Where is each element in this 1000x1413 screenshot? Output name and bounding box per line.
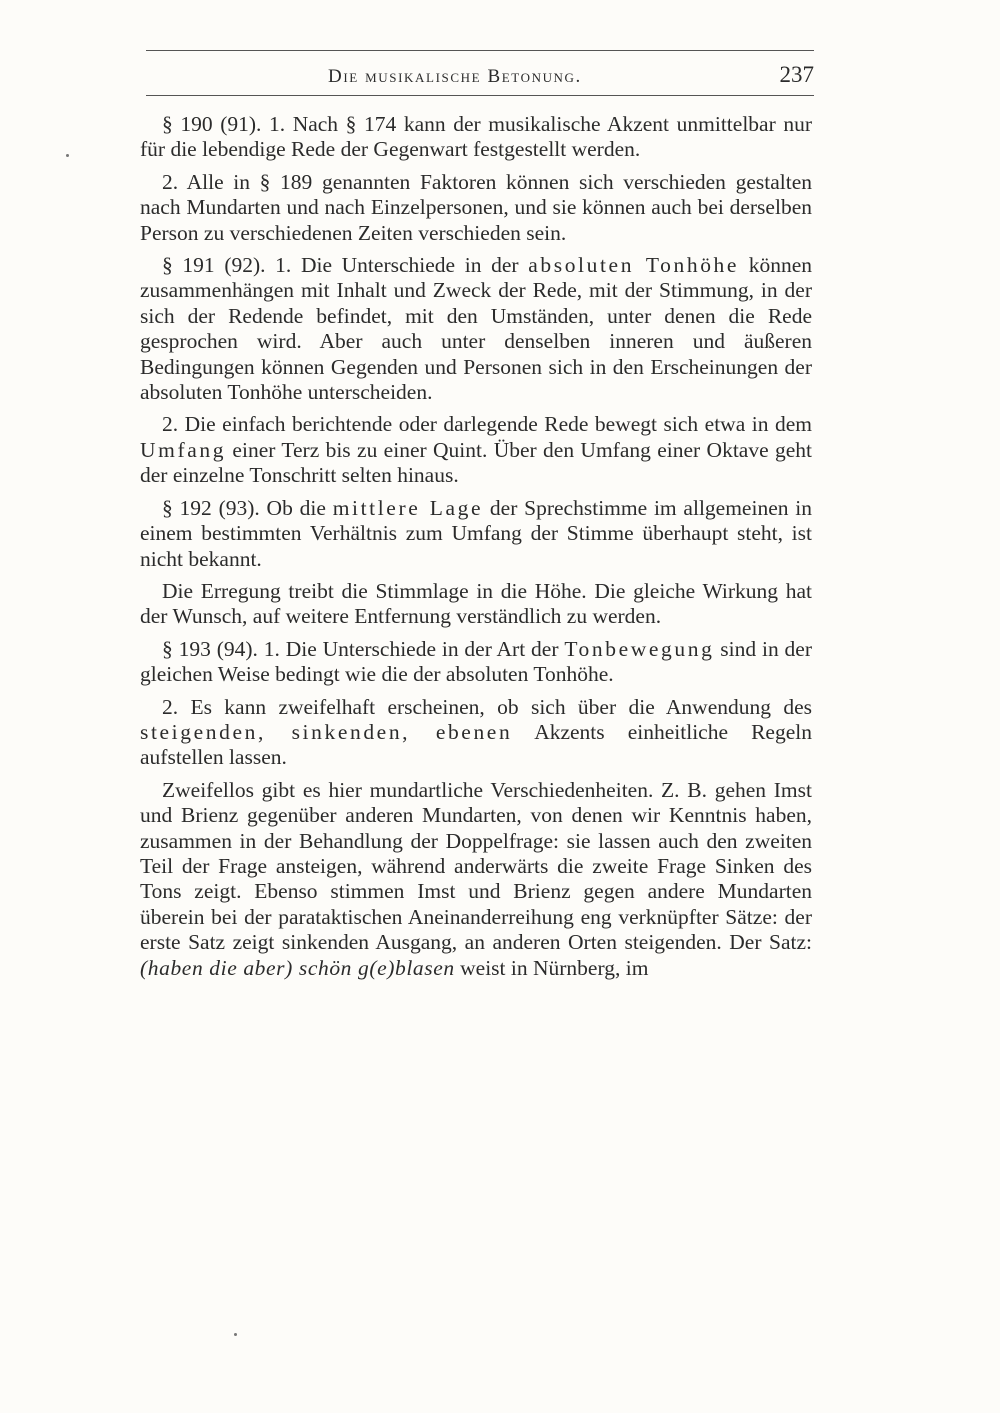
paragraph-text: der Sprechstimme im allgemeinen in einem bestimmten Verhältnis zum Umfang der Stimme überhaupt steht, ist nicht bekannt. — [140, 495, 812, 571]
spaced-term-accent-types: steigenden, sinkenden, ebenen — [140, 719, 513, 744]
page-number: 237 — [779, 62, 814, 87]
spaced-term-range: Umfang — [140, 437, 227, 462]
paragraph-193-1 — [140, 637, 812, 688]
paragraph-190-2: 2. Alle in § 189 genannten Faktoren können sich verschieden gestalten nach Mundarten und nach Einzelpersonen, und sie können auch bei derselben Person zu verschiedenen Zeiten verschieden sein. — [140, 169, 812, 245]
paragraph-text: Akzents einheitliche Regeln aufstellen lassen. — [140, 719, 812, 770]
paragraph-190-1: § 190 (91). 1. Nach § 174 kann der musikalische Akzent unmittelbar nur für die lebendige Rede der Gegenwart festgestellt werden. — [140, 112, 812, 162]
header-bottom-rule — [146, 95, 814, 96]
paragraph-text: 2. Es kann zweifelhaft erscheinen, ob sich über die Anwendung des — [162, 694, 812, 719]
paragraph-193-2 — [140, 695, 812, 771]
paragraph-text: einer Terz bis zu einer Quint. Über den Umfang einer Oktave geht der einzelne Tonschritt selten hinaus. — [140, 437, 813, 488]
paragraph-193-3 — [140, 778, 812, 981]
spaced-term-middle-position: mittlere Lage — [332, 495, 484, 520]
paper-speck — [234, 1333, 237, 1336]
header-top-rule — [146, 50, 814, 51]
spaced-term-tone-movement: Tonbewegung — [564, 636, 715, 661]
paragraph-text: können zusammenhängen mit Inhalt und Zweck der Rede, mit der Stimmung, in der sich der Redende befindet, mit den Umständen, unter denen die Rede gesprochen wird. Aber auch unter denselben inneren und äußeren Bedingungen können Gegenden und Personen sich in den Erscheinungen der absoluten Tonhöhe unterscheiden. — [140, 253, 813, 405]
italic-example-sentence: (haben die aber) schön g(e)blasen — [140, 955, 455, 980]
paragraph-192-1 — [140, 496, 812, 572]
paragraph-text: § 193 (94). 1. Die Unterschiede in der Art der — [162, 636, 559, 661]
paragraph-192-2: Die Erregung treibt die Stimmlage in die Höhe. Die gleiche Wirkung hat der Wunsch, auf weitere Entfernung verständlich zu werden. — [140, 578, 812, 629]
running-title: Die musikalische Betonung. — [328, 66, 582, 87]
paragraph-text: § 191 (92). 1. Die Unterschiede in der — [162, 253, 519, 278]
paragraph-text: sind in der gleichen Weise bedingt wie die der absoluten Tonhöhe. — [140, 636, 812, 687]
body-text — [140, 112, 812, 988]
paragraph-text: Zweifellos gibt es hier mundartliche Verschiedenheiten. Z. B. gehen Imst und Brienz gegenüber anderen Mundarten, von denen wir Kenntnis haben, zusammen in der Behandlung der Doppelfrage: sie lassen auch den zweiten Teil der Frage ansteigen, während anderwärts die zweite Frage Sinken des Tons zeigt. Ebenso stimmen Imst und Brienz gegen andere Mundarten überein bei der parataktischen Aneinanderreihung eng verknüpfter Sätze: der erste Satz zeigt sinkenden Ausgang, an anderen Orten steigenden. Der Satz: — [140, 777, 812, 955]
spaced-term-absolute-pitch: absoluten Tonhöhe — [528, 253, 740, 278]
paragraph-191-1 — [140, 253, 812, 405]
paragraph-191-2 — [140, 412, 812, 488]
paragraph-text: § 192 (93). Ob die — [162, 495, 326, 520]
paragraph-text: 2. Die einfach berichtende oder darlegende Rede bewegt sich etwa in dem — [162, 412, 812, 437]
running-header — [146, 62, 814, 92]
paper-speck — [66, 154, 69, 157]
paragraph-text: weist in Nürnberg, im — [460, 955, 649, 980]
